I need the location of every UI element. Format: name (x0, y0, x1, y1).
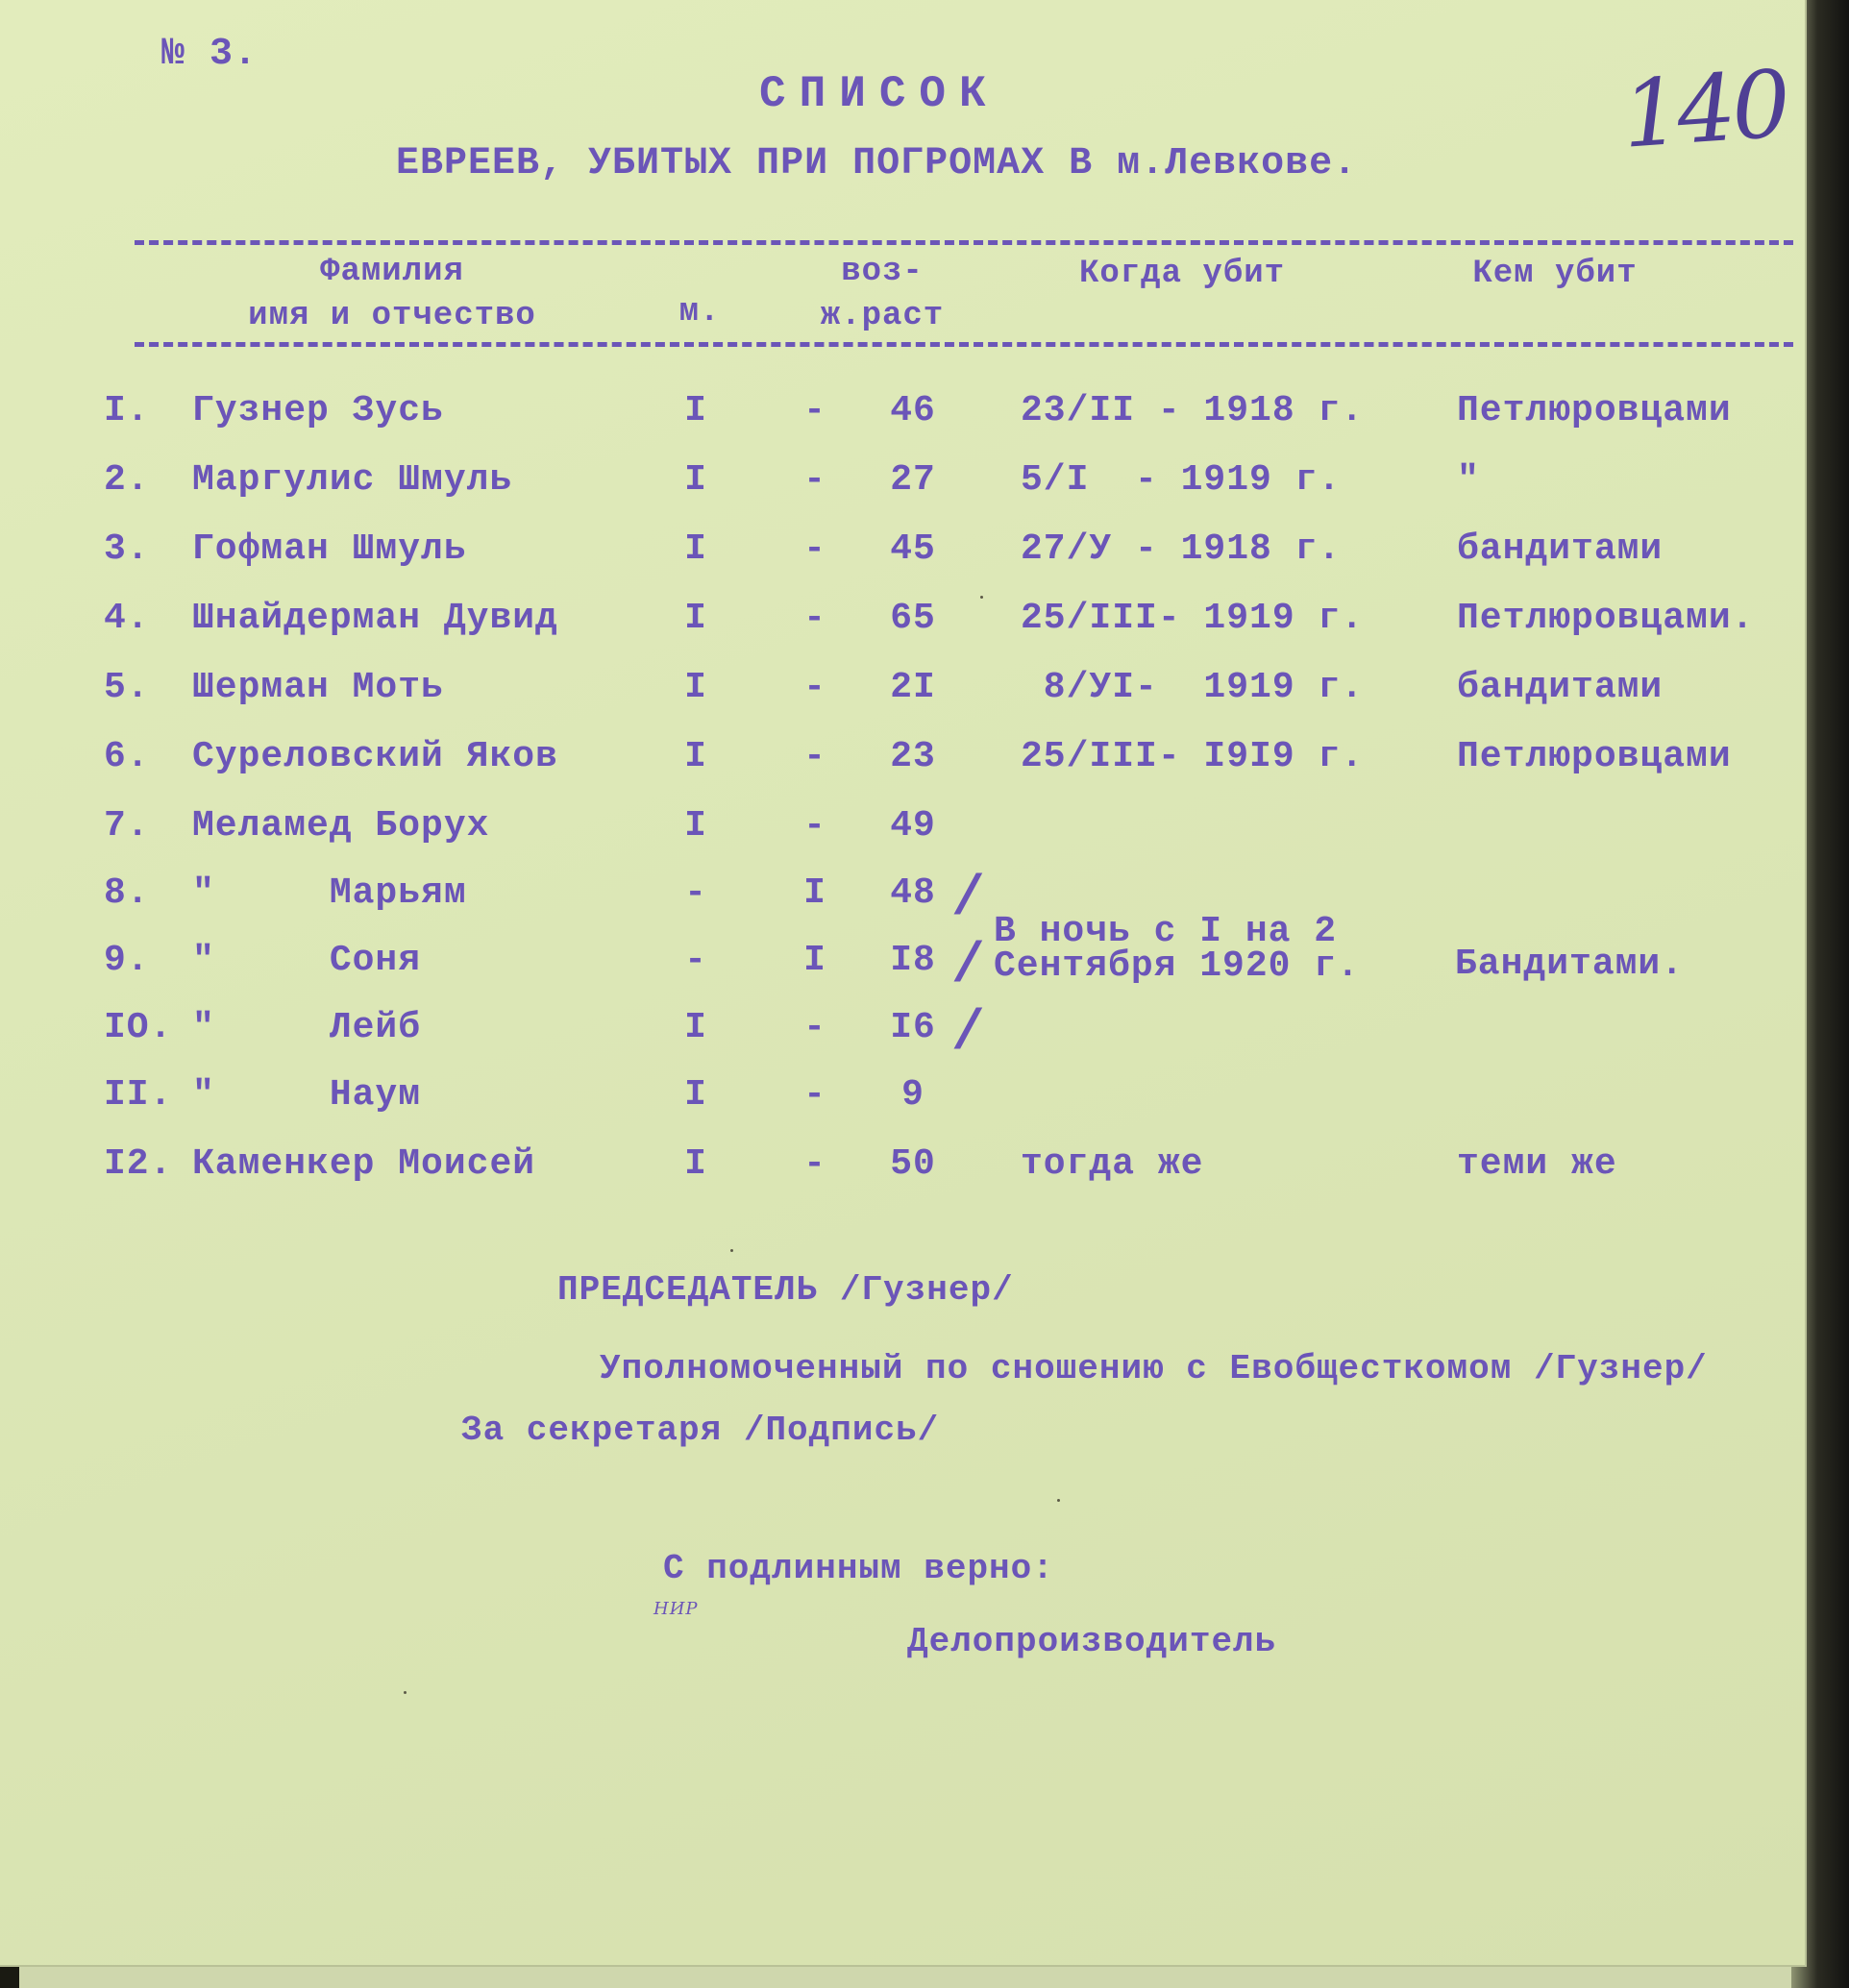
row-killed-by: Петлюровцами (1457, 390, 1732, 431)
row-number: IO. (104, 1007, 173, 1048)
table-row (0, 528, 1805, 586)
row-killed-by: теми же (1457, 1143, 1617, 1185)
row-number: I2. (104, 1143, 173, 1185)
row-male: I (684, 667, 707, 708)
row-name: Меламед Борух (192, 805, 490, 847)
row-date: 8/УI- 1919 г. (1021, 667, 1365, 708)
row-male: - (684, 940, 707, 981)
table-row (0, 736, 1805, 794)
header-age-line1: воз- (841, 254, 924, 290)
row-number: 2. (104, 459, 150, 501)
row-age: 65 (890, 598, 936, 639)
table-row (0, 598, 1805, 655)
header-when: Когда убит (1078, 256, 1286, 292)
row-name: Гофман Шмуль (192, 528, 467, 570)
row-age: 9 (901, 1074, 924, 1116)
table-row (0, 459, 1805, 517)
row-male: I (684, 598, 707, 639)
header-age (805, 250, 959, 338)
row-name: Гузнер Зусь (192, 390, 444, 431)
row-date: 5/I - 1919 г. (1021, 459, 1342, 501)
row-female: - (803, 598, 826, 639)
table-row (0, 872, 1805, 930)
certified-true-copy: С подлинным верно: (663, 1549, 1054, 1588)
table-row (0, 805, 1805, 863)
row-female: I (803, 940, 826, 981)
row-male: I (684, 1007, 707, 1048)
paper-speck (980, 596, 983, 599)
row-age: 49 (890, 805, 936, 847)
row-male: I (684, 1143, 707, 1185)
row-female: - (803, 1007, 826, 1048)
row-male: - (684, 872, 707, 914)
table-row (0, 667, 1805, 724)
row-killed-by: бандитами (1457, 667, 1664, 708)
row-male: I (684, 805, 707, 847)
row-age: 23 (890, 736, 936, 777)
group-by-whom: Бандитами. (1455, 944, 1685, 985)
row-male: I (684, 736, 707, 777)
row-number: II. (104, 1074, 173, 1116)
row-female: - (803, 1074, 826, 1116)
row-female: - (803, 667, 826, 708)
secretary-signature: За секретаря /Подпись/ (461, 1411, 940, 1450)
table-top-rule (135, 240, 1793, 245)
row-female: - (803, 1143, 826, 1185)
clerk-initials: НИР (653, 1599, 699, 1619)
row-name: Маргулис Шмуль (192, 459, 513, 501)
row-name: Шерман Моть (192, 667, 444, 708)
header-age-line2: ж.раст (820, 298, 945, 334)
row-number: 3. (104, 528, 150, 570)
row-male: I (684, 1074, 707, 1116)
row-age: 50 (890, 1143, 936, 1185)
archive-page-number: 140 (1618, 50, 1790, 169)
row-male: I (684, 528, 707, 570)
row-age: I6 (890, 1007, 936, 1048)
row-date: 25/III- I9I9 г. (1021, 736, 1365, 777)
row-age: 2I (890, 667, 936, 708)
row-name: Шнайдерман Дувид (192, 598, 558, 639)
header-name-line1: Фамилия (320, 254, 464, 290)
header-by-whom: Кем убит (1472, 256, 1638, 292)
row-name: Суреловский Яков (192, 736, 558, 777)
clerk-title: Делопроизводитель (907, 1622, 1277, 1661)
authorized-signature: Уполномоченный по сношению с Евобщесткомом /Гузнер/ (600, 1349, 1708, 1388)
row-name: " Соня (192, 940, 422, 981)
row-date: 25/III- 1919 г. (1021, 598, 1365, 639)
row-female: I (803, 872, 826, 914)
row-killed-by: " (1457, 459, 1480, 501)
paper-speck (730, 1249, 733, 1252)
row-killed-by: Петлюровцами. (1457, 598, 1755, 639)
group-date (994, 911, 1360, 987)
row-killed-by: бандитами (1457, 528, 1664, 570)
header-name (200, 250, 584, 338)
row-age: 46 (890, 390, 936, 431)
header-sex: м. (678, 294, 721, 331)
row-number: 5. (104, 667, 150, 708)
table-row (0, 1074, 1805, 1132)
table-row (0, 1143, 1805, 1201)
row-name: " Марьям (192, 872, 467, 914)
document-number: № 3. (161, 33, 259, 76)
group-date-line1: В ночь с I на 2 (994, 911, 1338, 952)
row-number: 7. (104, 805, 150, 847)
row-female: - (803, 528, 826, 570)
row-female: - (803, 736, 826, 777)
row-killed-by: Петлюровцами (1457, 736, 1732, 777)
row-age: I8 (890, 940, 936, 981)
row-female: - (803, 459, 826, 501)
table-row (0, 1007, 1805, 1065)
row-date: 23/II - 1918 г. (1021, 390, 1365, 431)
row-number: 4. (104, 598, 150, 639)
row-age: 27 (890, 459, 936, 501)
row-age: 45 (890, 528, 936, 570)
row-male: I (684, 459, 707, 501)
row-name: Каменкер Моисей (192, 1143, 536, 1185)
paper-speck (1057, 1499, 1060, 1502)
chairman-signature: ПРЕДСЕДАТЕЛЬ /Гузнер/ (557, 1270, 1014, 1310)
table-row (0, 390, 1805, 448)
row-female: - (803, 805, 826, 847)
row-male: I (684, 390, 707, 431)
row-name: " Наум (192, 1074, 422, 1116)
document-subtitle: ЕВРЕЕВ, УБИТЫХ ПРИ ПОГРОМАХ В м.Левкове. (396, 142, 1358, 185)
header-name-line2: имя и отчество (248, 298, 536, 334)
document-title: СПИСОК (759, 69, 999, 119)
row-age: 48 (890, 872, 936, 914)
group-brace: / / / (951, 869, 985, 1066)
row-date: 27/У - 1918 г. (1021, 528, 1342, 570)
row-number: 9. (104, 940, 150, 981)
row-number: 8. (104, 872, 150, 914)
row-number: 6. (104, 736, 150, 777)
table-header-rule (135, 342, 1793, 347)
row-date: тогда же (1021, 1143, 1204, 1185)
row-female: - (803, 390, 826, 431)
row-name: " Лейб (192, 1007, 422, 1048)
paper-speck (404, 1691, 407, 1694)
group-date-line2: Сентября 1920 г. (994, 945, 1360, 987)
row-number: I. (104, 390, 150, 431)
